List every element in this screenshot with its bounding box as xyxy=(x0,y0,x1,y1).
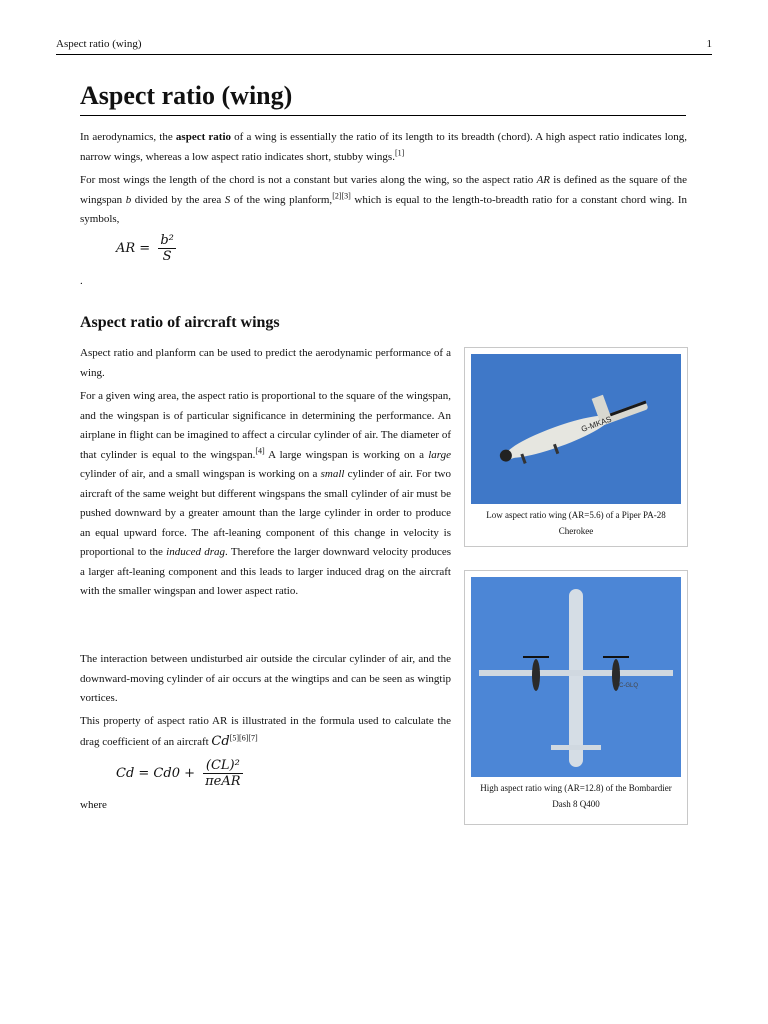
drag-coefficient-formula: Cd = Cd0 + $\frac{\text{(CL)²}}{\text{πeAR}}$ xyxy=(116,758,241,789)
section-heading: Aspect ratio of aircraft wings xyxy=(80,314,280,331)
citation-link[interactable]: [5][6][7] xyxy=(229,732,258,742)
figure-piper-cherokee xyxy=(464,347,688,547)
page-number: 1 xyxy=(706,38,712,50)
figure-caption: Low aspect ratio wing (AR=5.6) of a Piper PA-28 Cherokee xyxy=(486,510,666,536)
tailplane xyxy=(551,745,601,750)
wing xyxy=(479,670,673,676)
figure-dash8 xyxy=(464,570,688,825)
where-label: where xyxy=(80,799,107,811)
citation-link[interactable]: [1] xyxy=(394,147,405,157)
section-paragraph-4: This property of aspect ratio AR is illustrated in the formula used to calculate the drag coefficient of an aircraft Cd[5][6][7] xyxy=(80,715,451,749)
intro-paragraph-2: For most wings the length of the chord is not a constant but varies along the wing, so the aspect ratio AR is defined as the square of the wingspan b divided by the area S of the wing planform,[2][3] which is equal to the length-to-breadth ratio for a constant chord wing. In symbols, xyxy=(80,174,688,225)
page-title: Aspect ratio (wing) xyxy=(80,80,686,116)
citation-link[interactable]: [4] xyxy=(255,445,265,455)
fuselage xyxy=(569,589,583,767)
citation-link[interactable]: [2][3] xyxy=(332,190,351,200)
section-paragraph-1: Aspect ratio and planform can be used to predict the aerodynamic performance of a wing. xyxy=(80,347,451,379)
section-paragraph-3: The interaction between undisturbed air outside the circular cylinder of air, and the downward-moving cylinder of air occurs at the wingtips and can be seen as wingtip vortices. xyxy=(80,653,451,704)
piper-cherokee-image xyxy=(471,354,681,504)
engine xyxy=(532,659,540,691)
figure-caption: High aspect ratio wing (AR=12.8) of the Bombardier Dash 8 Q400 xyxy=(480,783,672,809)
running-header-title: Aspect ratio (wing) xyxy=(56,38,142,50)
registration-mark: G-MKAS xyxy=(580,414,613,434)
trailing-period: . xyxy=(80,275,83,287)
aspect-ratio-formula: AR = $\frac{\text{b²}}{S}$ xyxy=(116,233,174,264)
intro-paragraph-1: In aerodynamics, the aspect ratio of a wing is essentially the ratio of its length to its breadth (chord). A high aspect ratio indicates long, narrow wings, whereas a low aspect ratio indicates short, stubby wings.[1] xyxy=(80,131,688,163)
running-header xyxy=(56,38,712,55)
dash8-image xyxy=(471,577,681,777)
registration-mark: C-GLQ xyxy=(619,683,639,689)
section-paragraph-2: For a given wing area, the aspect ratio is proportional to the square of the wingspan, and the wingspan is of particular significance in determining the performance. An airplane in flight can be imagined to affect a circular cylinder of air. The diameter of that cylinder is equal to the wingspan.[4] A large wingspan is working on a large cylinder of air, and a small wingspan is working on a small cylinder of air. For two aircraft of the same weight but different wingspans the small cylinder of air must be pushed downward by a greater amount than the large cylinder in order to produce an equal upward force. The aft-leaning component of this change in velocity is proportional to the induced drag. Therefore the larger downward velocity produces a larger aft-leaning component and this leads to larger induced drag on the aircraft with the smaller wingspan and lower aspect ratio. xyxy=(80,390,451,597)
